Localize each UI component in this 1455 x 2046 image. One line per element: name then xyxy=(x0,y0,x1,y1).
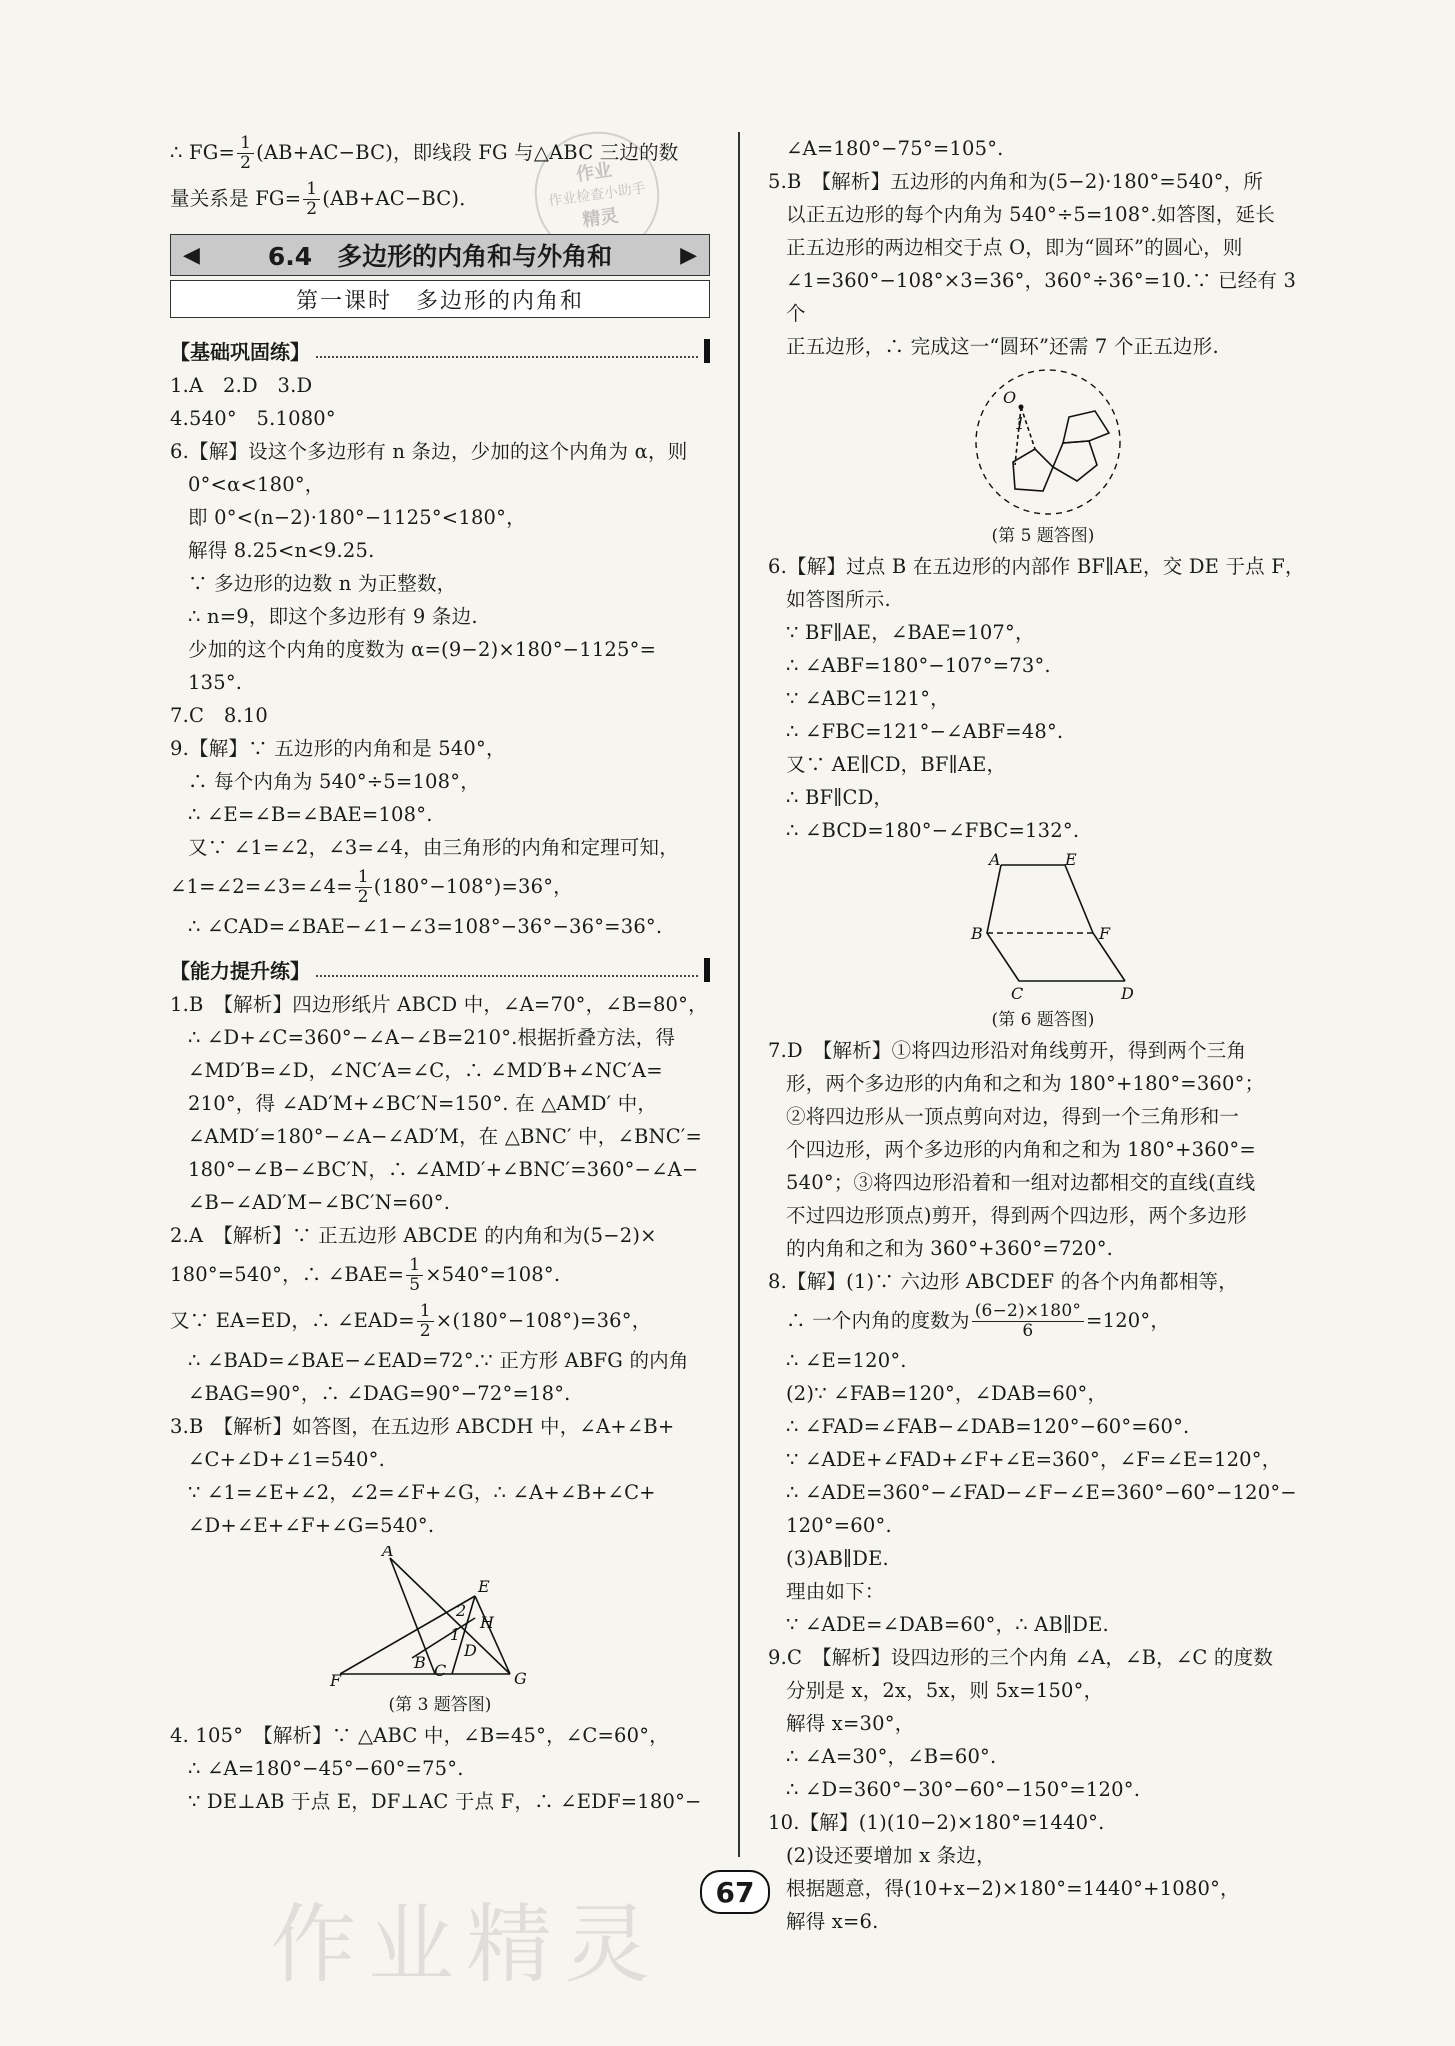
heading-bar-icon xyxy=(704,339,710,363)
fraction: $\frac{1}{2}$ xyxy=(303,180,320,219)
fig3-label-f: F xyxy=(330,1671,342,1686)
answer-line: ∴ BF∥CD， xyxy=(786,786,894,809)
answer-line: 如答图所示. xyxy=(786,588,891,611)
fig3-label-1: 1 xyxy=(450,1625,461,1644)
answer-line: ∵ ∠1=∠E+∠2，∠2=∠F+∠G，∴ ∠A+∠B+∠C+ xyxy=(188,1481,656,1504)
answer-line: ∴ ∠BCD=180°−∠FBC=132°. xyxy=(786,819,1080,842)
answer-line: (2)设还要增加 x 条边， xyxy=(786,1844,996,1867)
fig5-label-o: O xyxy=(1003,388,1017,407)
answer-line: 又∵ ∠1=∠2，∠3=∠4，由三角形的内角和定理可知， xyxy=(188,836,679,859)
answer-line: 解得 x=6. xyxy=(786,1910,879,1933)
figure-5 xyxy=(768,367,1318,546)
answer-line: 10.【解】(1)(10−2)×180°=1440°. xyxy=(768,1811,1105,1834)
answer-line: ∵ ∠ADE+∠FAD+∠F+∠E=360°，∠F=∠E=120°， xyxy=(786,1448,1282,1471)
fig6-label-e: E xyxy=(1065,851,1077,869)
answer-line: (2)∵ ∠FAB=120°，∠DAB=60°， xyxy=(786,1382,1108,1405)
answer-line: (3)AB∥DE. xyxy=(786,1547,889,1570)
figure-3-diagram xyxy=(330,1546,550,1686)
answer-line: 135°. xyxy=(188,671,243,694)
fig6-label-b: B xyxy=(971,924,983,943)
right-top-answers xyxy=(768,132,1318,363)
fig3-label-g: G xyxy=(514,1669,527,1686)
answer-line: ∴ ∠ABF=180°−107°=73°. xyxy=(786,654,1051,677)
answer-line: 7.C 8.10 xyxy=(170,704,269,727)
section-title: 6.4 多边形的内角和与外角和 xyxy=(267,242,613,271)
answer-line: 0°<α<180°， xyxy=(188,473,325,496)
answer-line: ∴ ∠E=∠B=∠BAE=108°. xyxy=(188,803,433,826)
fig6-label-d: D xyxy=(1121,984,1133,1001)
figure-5-diagram xyxy=(953,367,1133,517)
intro-line-1: ∴ FG= $\frac{1}{2}$ (AB+AC−BC)，即线段 FG 与△ABC 三边的数 xyxy=(170,133,679,173)
q8-fraction-line: ∴ 一个内角的度数为 $\frac{(6-2)\times 180^\circ}{6}$ =120°， xyxy=(786,1301,1171,1341)
fig3-label-h: H xyxy=(480,1613,494,1632)
answer-line: 6.【解】设这个多边形有 n 条边，少加的这个内角为 α，则 xyxy=(170,440,688,463)
left-triangle-icon: ◀ xyxy=(183,242,200,268)
stamp-text-1: 作业 xyxy=(574,159,614,186)
answer-line: ∴ ∠E=120°. xyxy=(786,1349,907,1372)
figure-3 xyxy=(170,1546,710,1715)
fig3-label-e: E xyxy=(478,1577,490,1596)
page-number: 67 xyxy=(700,1870,770,1914)
fig3-label-d: D xyxy=(464,1641,477,1660)
answer-line: 4. 105° 【解析】∵ △ABC 中，∠B=45°，∠C=60°， xyxy=(170,1724,669,1747)
answer-line: ∠AMD′=180°−∠A−∠AD′M，在 △BNC′ 中，∠BNC′= xyxy=(188,1125,703,1148)
answer-line: 分别是 x，2x，5x，则 5x=150°， xyxy=(786,1679,1104,1702)
fig3-label-b: B xyxy=(414,1653,426,1672)
answer-line: 3.B 【解析】如答图，在五边形 ABCDH 中，∠A+∠B+ xyxy=(170,1415,675,1438)
stamp-text-3: 精灵 xyxy=(581,205,620,232)
fig6-label-a: A xyxy=(989,851,1001,869)
answer-line: 解得 x=30°， xyxy=(786,1712,915,1735)
a2-fraction-line-2: 又∵ EA=ED，∴ ∠EAD= $\frac{1}{2}$ ×(180°−108°)=36°， xyxy=(170,1301,652,1341)
answer-line: 解得 8.25<n<9.25. xyxy=(188,539,375,562)
basic-heading: 【基础巩固练】 xyxy=(170,336,710,365)
answer-line: ∴ ∠ADE=360°−∠FAD−∠F−∠E=360°−60°−120°− xyxy=(786,1481,1297,1504)
answer-line: 的内角和之和为 360°+360°=720°. xyxy=(786,1237,1114,1260)
answer-line: 形，两个多边形的内角和之和为 180°+180°=360°； xyxy=(786,1072,1265,1095)
answer-line: ∠MD′B=∠D，∠NC′A=∠C，∴ ∠MD′B+∠NC′A= xyxy=(188,1059,663,1082)
answer-line: ∠D+∠E+∠F+∠G=540°. xyxy=(188,1514,435,1537)
answer-line: ∴ ∠BAD=∠BAE−∠EAD=72°.∵ 正方形 ABFG 的内角 xyxy=(188,1349,689,1372)
question-7-8 xyxy=(768,1034,1318,1298)
answer-line: ②将四边形从一顶点剪向对边，得到一个三角形和一 xyxy=(786,1105,1240,1128)
fraction: $\frac{1}{2}$ xyxy=(237,134,254,173)
answer-line: 理由如下： xyxy=(786,1580,885,1603)
answer-line: ∵ BF∥AE，∠BAE=107°， xyxy=(786,621,1035,644)
figure-6-diagram xyxy=(953,851,1133,1001)
answer-line: 540°；③将四边形沿着和一组对边都相交的直线(直线 xyxy=(786,1171,1256,1194)
advanced-answers-4 xyxy=(170,1719,710,1818)
column-divider xyxy=(738,132,740,1857)
answer-line: 又∵ AE∥CD，BF∥AE， xyxy=(786,753,1007,776)
answer-line: 7.D 【解析】①将四边形沿对角线剪开，得到两个三角 xyxy=(768,1039,1247,1062)
answer-line: 1.A 2.D 3.D xyxy=(170,374,313,397)
basic-answers xyxy=(170,369,710,864)
figure-5-caption: (第 5 题答图) xyxy=(991,526,1095,546)
answer-line: ∠1=360°−108°×3=36°，360°÷36°=10.∵ 已经有 3 个 xyxy=(786,269,1303,325)
answer-line: 5.B 【解析】五边形的内角和为(5−2)·180°=540°，所 xyxy=(768,170,1264,193)
answer-line: ∵ DE⊥AB 于点 E，DF⊥AC 于点 F，∴ ∠EDF=180°− xyxy=(188,1790,702,1813)
answer-line: 8.【解】(1)∵ 六边形 ABCDEF 的各个内角都相等， xyxy=(768,1270,1238,1293)
answer-line: 6.【解】过点 B 在五边形的内部作 BF∥AE，交 DE 于点 F， xyxy=(768,555,1305,578)
answer-line: 210°，得 ∠AD′M+∠BC′N=150°. 在 △AMD′ 中， xyxy=(188,1092,658,1115)
fig5-label-1: 1 xyxy=(1015,414,1026,433)
advanced-answers-2 xyxy=(170,1344,710,1542)
left-column xyxy=(170,130,710,1818)
figure-6 xyxy=(768,851,1318,1030)
answer-line: 以正五边形的每个内角为 540°÷5=108°.如答图，延长 xyxy=(786,203,1275,226)
advanced-heading: 【能力提升练】 xyxy=(170,955,710,984)
answer-line: ∴ ∠FBC=121°−∠ABF=48°. xyxy=(786,720,1064,743)
answer-line: 9.【解】∵ 五边形的内角和是 540°， xyxy=(170,737,506,760)
section-banner xyxy=(170,234,710,276)
question-8-10 xyxy=(768,1344,1318,1938)
stamp-text-2: 作业检查小助手 xyxy=(547,180,647,210)
figure-6-caption: (第 6 题答图) xyxy=(991,1010,1095,1030)
fig3-label-2: 2 xyxy=(456,1601,467,1620)
answer-line: ∴ ∠FAD=∠FAB−∠DAB=120°−60°=60°. xyxy=(786,1415,1190,1438)
answer-line: 即 0°<(n−2)·180°−1125°<180°， xyxy=(188,506,526,529)
answer-line: 1.B 【解析】四边形纸片 ABCD 中，∠A=70°，∠B=80°， xyxy=(170,993,708,1016)
answer-line: 少加的这个内角的度数为 α=(9−2)×180°−1125°= xyxy=(188,638,657,661)
question-6 xyxy=(768,550,1318,847)
fig6-label-f: F xyxy=(1099,924,1111,943)
intro-line-2: 量关系是 FG= $\frac{1}{2}$ (AB+AC−BC)． xyxy=(170,179,479,219)
fig3-label-c: C xyxy=(434,1661,447,1680)
answer-line: ∠BAG=90°，∴ ∠DAG=90°−72°=18°. xyxy=(188,1382,571,1405)
fraction: $\frac{1}{2}$ xyxy=(417,1302,434,1341)
answer-line: ∠A=180°−75°=105°. xyxy=(786,137,1004,160)
answer-line: ∴ ∠D=360°−30°−60°−150°=120°. xyxy=(786,1778,1141,1801)
answer-line: ∴ ∠A=30°，∠B=60°. xyxy=(786,1745,997,1768)
answer-line: 4.540° 5.1080° xyxy=(170,407,336,430)
answer-line: 180°−∠B−∠BC′N，∴ ∠AMD′+∠BNC′=360°−∠A− xyxy=(188,1158,699,1181)
figure-3-caption: (第 3 题答图) xyxy=(388,1695,492,1715)
answer-line: 正五边形的两边相交于点 O，即为“圆环”的圆心，则 xyxy=(786,236,1243,259)
fraction: $\frac{1}{2}$ xyxy=(355,868,372,907)
q9-fraction-line: ∠1=∠2=∠3=∠4= $\frac{1}{2}$ (180°−108°)=36°， xyxy=(170,867,573,907)
heading-bar-icon xyxy=(704,958,710,982)
lesson-title: 第一课时 多边形的内角和 xyxy=(170,280,710,318)
fig6-label-c: C xyxy=(1011,984,1024,1001)
answer-line: 不过四边形顶点)剪开，得到两个四边形，两个多边形 xyxy=(786,1204,1247,1227)
fig3-label-a: A xyxy=(382,1546,394,1560)
answer-line: ∴ n=9，即这个多边形有 9 条边. xyxy=(188,605,478,628)
advanced-answers-1 xyxy=(170,988,710,1252)
right-triangle-icon: ▶ xyxy=(680,242,697,268)
fraction: $\frac{(6-2)\times 180^\circ}{6}$ xyxy=(972,1302,1084,1341)
answer-line: 120°=60°. xyxy=(786,1514,892,1537)
answer-line: ∵ 多边形的边数 n 为正整数， xyxy=(188,572,457,595)
answer-line: ∴ ∠A=180°−45°−60°=75°. xyxy=(188,1757,464,1780)
fraction: $\frac{1}{5}$ xyxy=(406,1256,423,1295)
answer-line: ∠B−∠AD′M−∠BC′N=60°. xyxy=(188,1191,451,1214)
answer-line: 个四边形，两个多边形的内角和之和为 180°+360°= xyxy=(786,1138,1256,1161)
answer-line: 2.A 【解析】∵ 正五边形 ABCDE 的内角和为(5−2)× xyxy=(170,1224,657,1247)
answer-line: 根据题意，得(10+x−2)×180°=1440°+1080°， xyxy=(786,1877,1240,1900)
answer-line: ∴ 每个内角为 540°÷5=108°， xyxy=(188,770,480,793)
watermark: 作业精灵 xyxy=(270,1895,662,1995)
right-column xyxy=(768,132,1318,1938)
a2-fraction-line: 180°=540°，∴ ∠BAE= $\frac{1}{5}$ ×540°=108°. xyxy=(170,1255,561,1295)
q9-end: ∴ ∠CAD=∠BAE−∠1−∠3=108°−36°−36°=36°. xyxy=(188,915,663,938)
answer-line: ∠C+∠D+∠1=540°. xyxy=(188,1448,385,1471)
answer-line: ∵ ∠ADE=∠DAB=60°，∴ AB∥DE. xyxy=(786,1613,1109,1636)
answer-line: ∴ ∠D+∠C=360°−∠A−∠B=210°.根据折叠方法，得 xyxy=(188,1026,676,1049)
answer-line: ∵ ∠ABC=121°， xyxy=(786,687,950,710)
answer-line: 9.C 【解析】设四边形的三个内角 ∠A，∠B，∠C 的度数 xyxy=(768,1646,1274,1669)
answer-line: 正五边形，∴ 完成这一“圆环”还需 7 个正五边形. xyxy=(786,335,1219,358)
